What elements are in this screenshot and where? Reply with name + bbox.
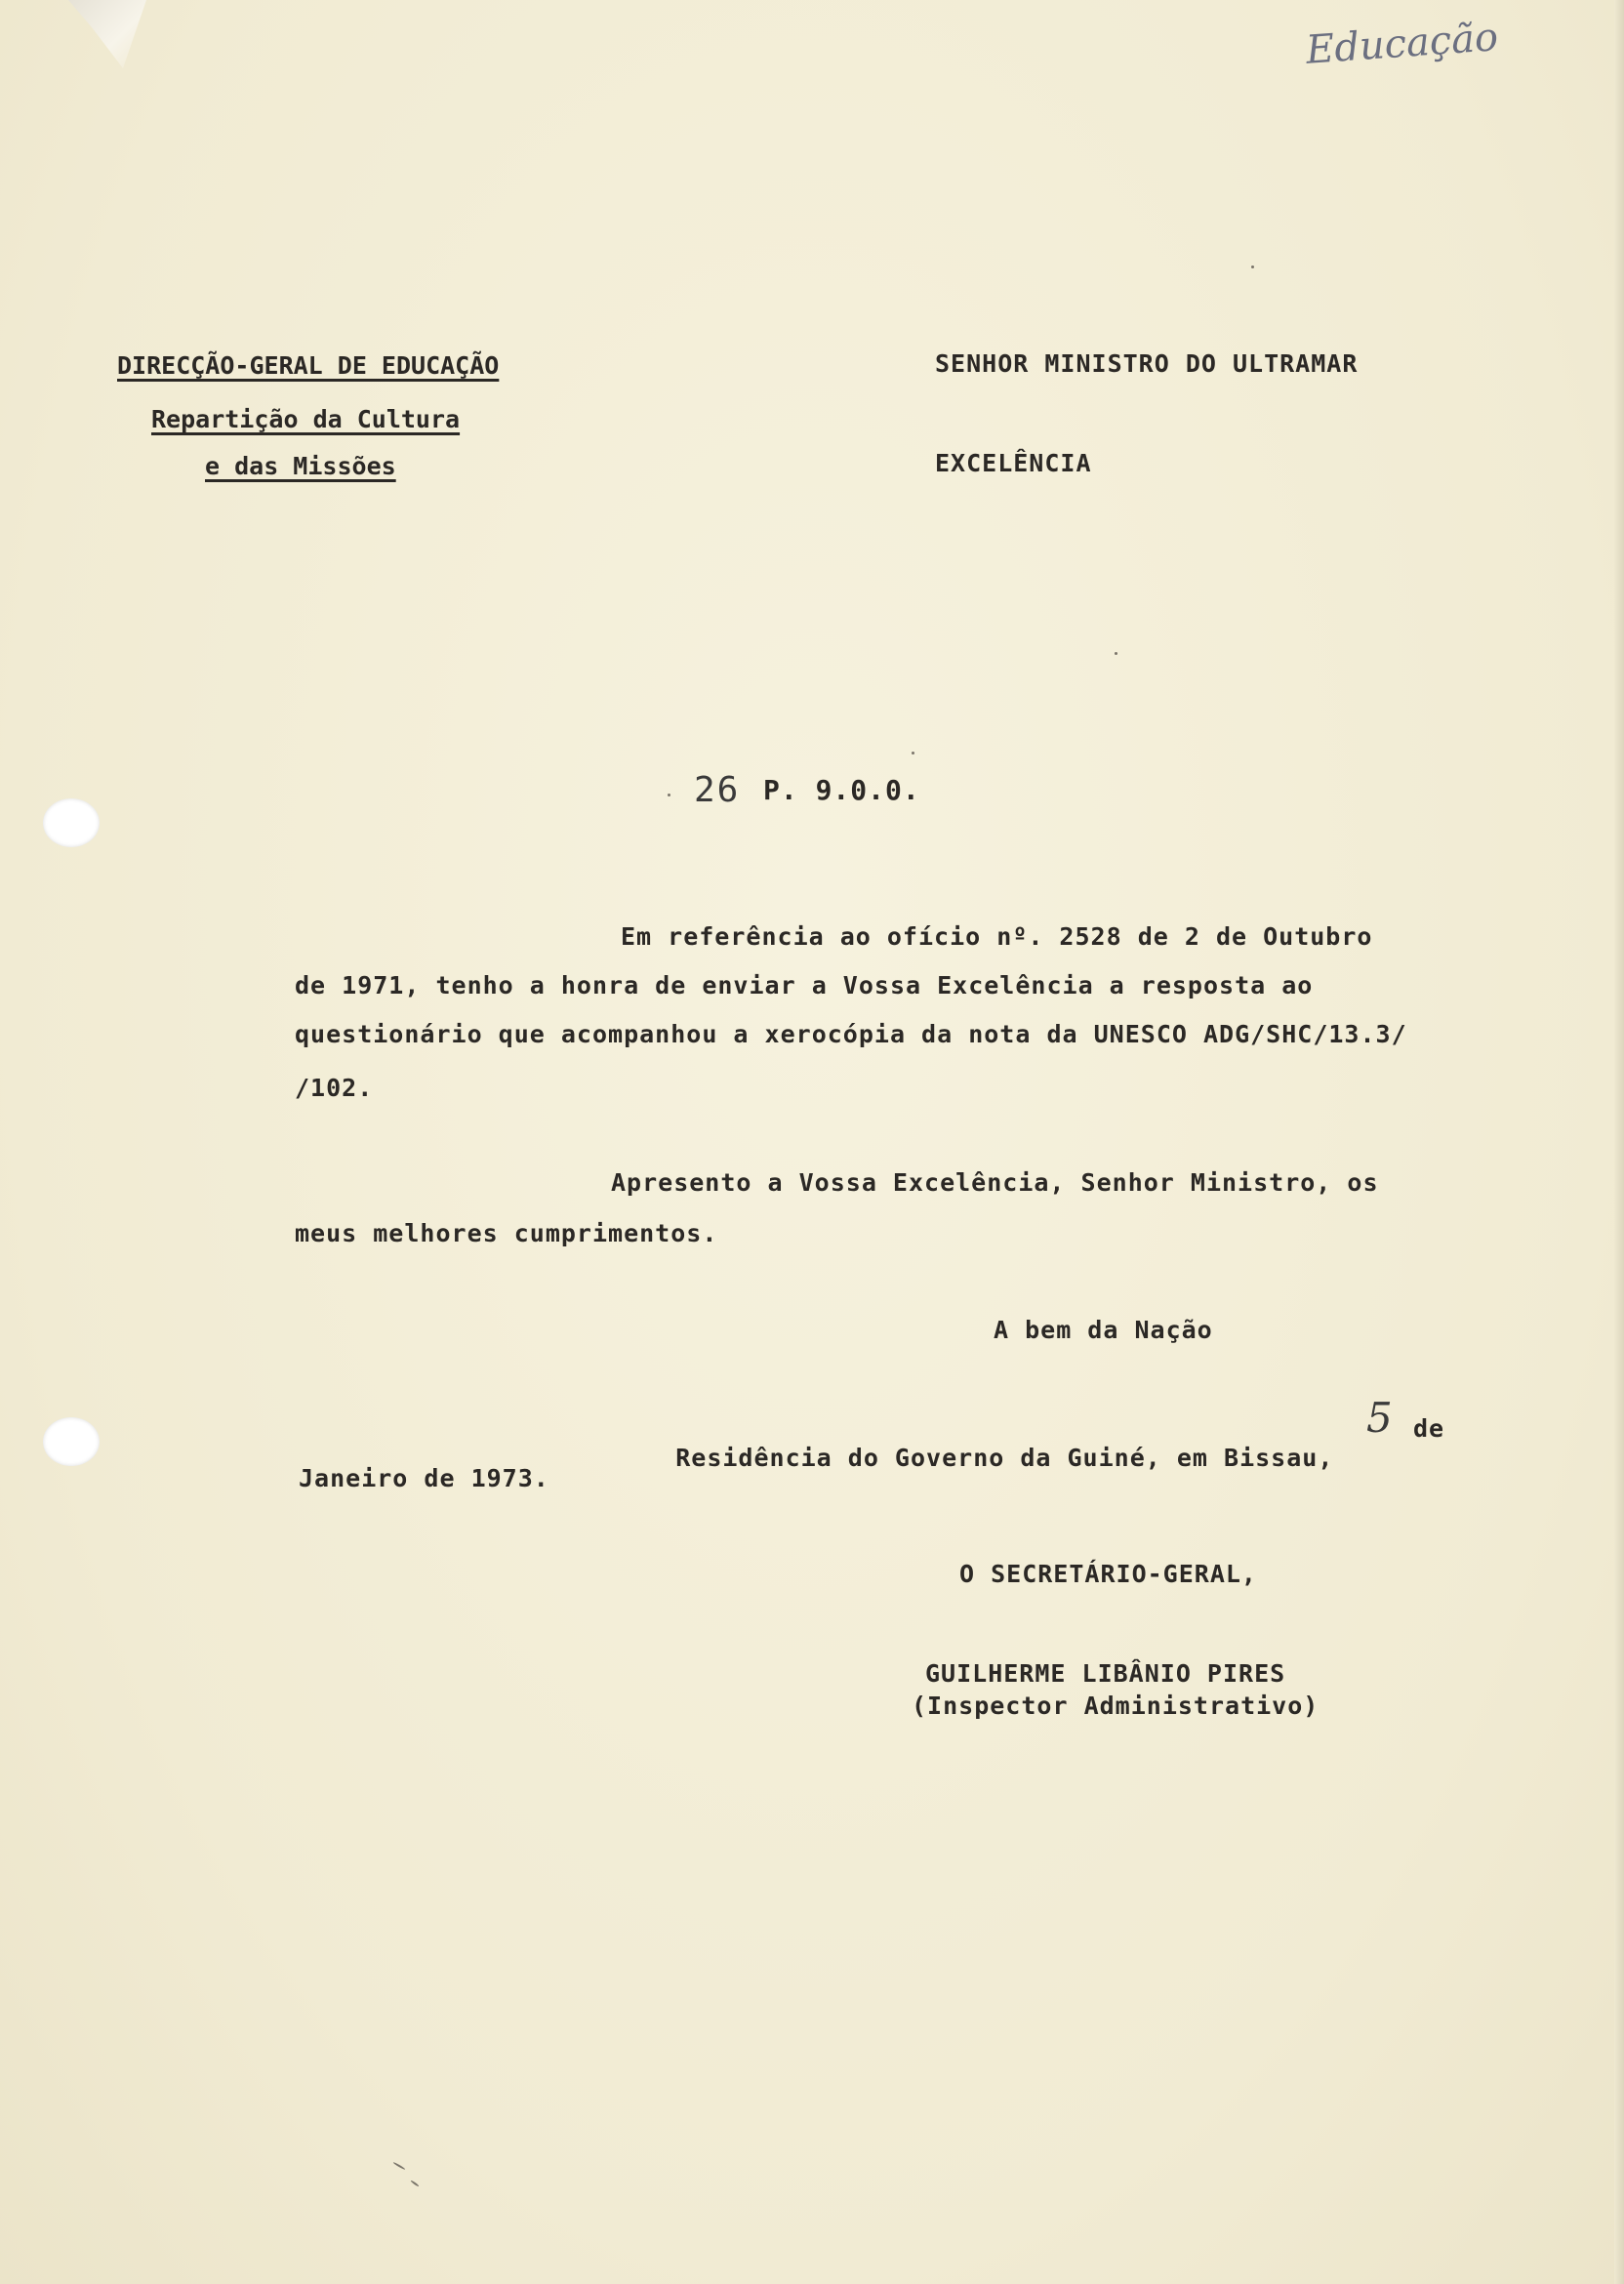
reference-code: P. 9.0.0.	[763, 774, 920, 806]
closing-phrase: A bem da Nação	[994, 1316, 1213, 1344]
place-date-line-1	[613, 1414, 1333, 1502]
ink-speck	[410, 2180, 419, 2186]
body-paragraph-2-line-2: meus melhores cumprimentos.	[295, 1219, 718, 1247]
place-date-text: Residência do Governo da Guiné, em Bissau,	[675, 1444, 1334, 1472]
department-subheading-2: e das Missões	[205, 452, 396, 480]
folded-corner	[68, 0, 146, 68]
page-edge-shadow	[1614, 0, 1624, 2284]
department-subheading: Repartição da Cultura	[151, 405, 461, 433]
body-paragraph-2-line-1: Apresento a Vossa Excelência, Senhor Ministro, os	[611, 1168, 1379, 1197]
ink-speck	[1251, 265, 1254, 268]
handwritten-annotation: Educação	[1304, 15, 1500, 73]
signature-title: O SECRETÁRIO-GERAL,	[959, 1560, 1257, 1588]
addressee-line: SENHOR MINISTRO DO ULTRAMAR	[935, 349, 1359, 378]
ink-speck	[912, 752, 914, 755]
body-paragraph-1-line-2: de 1971, tenho a honra de enviar a Vossa Excelência a resposta ao	[295, 971, 1314, 999]
body-paragraph-1-line-4: /102.	[295, 1074, 374, 1102]
salutation-line: EXCELÊNCIA	[935, 449, 1092, 477]
reference-stamp-number: 26	[694, 770, 741, 810]
punch-hole-upper	[43, 798, 100, 847]
ink-speck	[668, 794, 670, 796]
place-date-line-2: Janeiro de 1973.	[299, 1464, 549, 1492]
handwritten-day: 5	[1366, 1394, 1393, 1442]
signature-name: GUILHERME LIBÂNIO PIRES	[925, 1659, 1286, 1688]
place-date-de: de	[1413, 1414, 1445, 1443]
punch-hole-lower	[43, 1417, 100, 1466]
signature-role: (Inspector Administrativo)	[912, 1692, 1320, 1720]
body-paragraph-1-line-3: questionário que acompanhou a xerocópia da nota da UNESCO ADG/SHC/13.3/	[295, 1020, 1407, 1048]
department-heading: DIRECÇÃO-GERAL DE EDUCAÇÃO	[117, 351, 500, 380]
ink-speck	[392, 2162, 405, 2171]
ink-speck	[1115, 652, 1117, 655]
body-paragraph-1-line-1: Em referência ao ofício nº. 2528 de 2 de Outubro	[621, 922, 1373, 951]
